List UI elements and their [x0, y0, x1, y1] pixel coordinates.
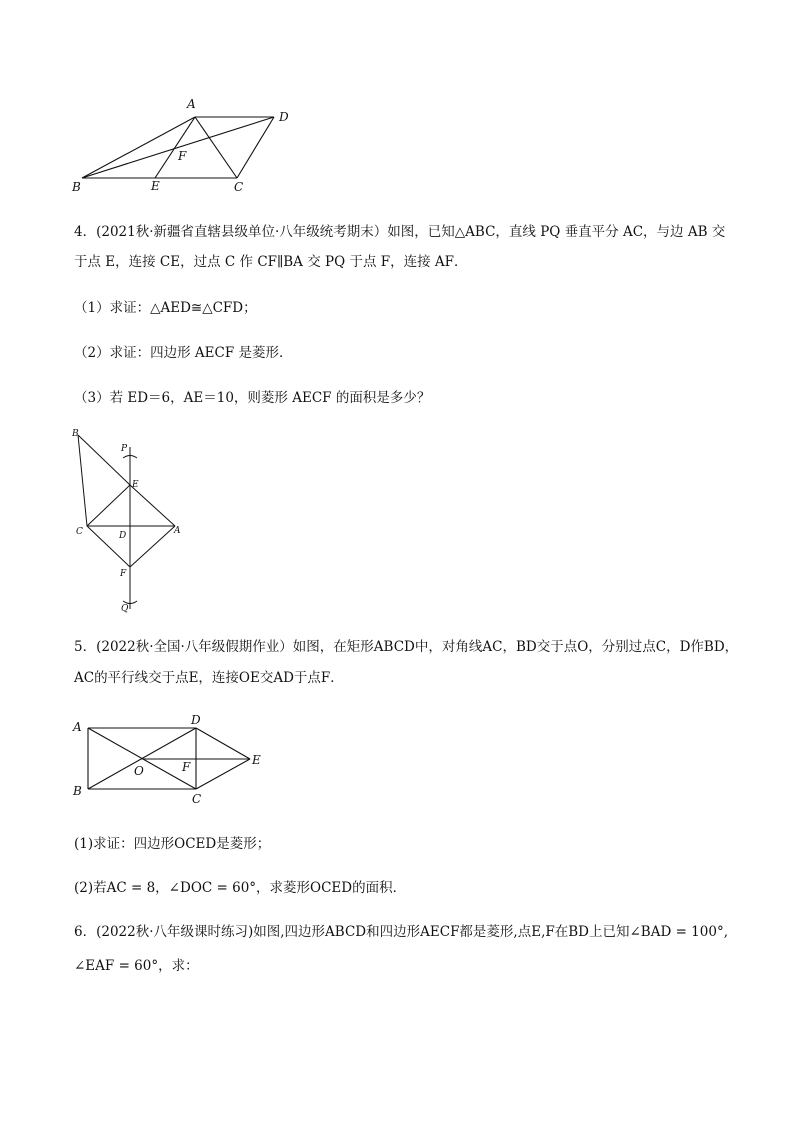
label-o: O	[134, 764, 144, 778]
q4-part3: （3）若 ED＝6，AE＝10，则菱形 AECF 的面积是多少？	[74, 390, 431, 406]
q4-stem-line1: 4．(2021秋·新疆省直辖县级单位·八年级统考期末）如图，已知△ABC，直线 PQ 垂直平分 AC，与边 AB 交	[74, 224, 726, 240]
label-a: A	[174, 526, 181, 536]
label-e: E	[132, 480, 139, 490]
q4-stem-line2: 于点 E，连接 CE，过点 C 作 CF∥BA 交 PQ 于点 F，连接 AF．	[74, 254, 468, 270]
label-p: P	[121, 444, 128, 454]
figure-rectangle-rhombus-oced	[66, 708, 276, 810]
q5-stem-line1: 5．(2022秋·全国·八年级假期作业）如图，在矩形ABCD中，对角线AC，BD交于点O，分别过点C，D作BD，	[74, 639, 739, 655]
q4-part1: （1）求证：△AED≅△CFD；	[74, 300, 257, 316]
label-e: E	[252, 753, 261, 767]
label-b: B	[72, 429, 79, 439]
label-f: F	[120, 569, 127, 579]
label-b: B	[73, 784, 82, 798]
q5-part2: (2)若AC = 8，∠DOC = 60°，求菱形OCED的面积．	[74, 880, 407, 896]
label-a: A	[187, 97, 196, 111]
label-q: Q	[121, 604, 129, 614]
q5-part1: (1)求证：四边形OCED是菱形；	[74, 836, 271, 852]
label-d: D	[119, 531, 127, 541]
label-c: C	[76, 527, 83, 537]
label-e: E	[151, 179, 160, 193]
label-b: B	[72, 180, 81, 194]
label-a: A	[73, 720, 82, 734]
q6-stem-line2: ∠EAF = 60°，求：	[74, 958, 199, 974]
label-c: C	[234, 180, 244, 194]
label-d: D	[279, 110, 289, 124]
label-f: F	[182, 760, 191, 774]
q4-part2: （2）求证：四边形 AECF 是菱形．	[74, 345, 293, 361]
label-c: C	[192, 792, 202, 806]
label-d: D	[191, 713, 201, 727]
figure-parallelogram-abcd	[60, 92, 300, 200]
q6-stem-line1: 6．(2022秋·八年级课时练习)如图,四边形ABCD和四边形AECF都是菱形,点E,F在BD上已知∠BAD = 100°,	[74, 924, 728, 940]
figure-rhombus-aecf	[66, 425, 196, 617]
q5-stem-line2: AC的平行线交于点E，连接OE交AD于点F．	[74, 670, 344, 686]
label-f: F	[178, 149, 187, 163]
